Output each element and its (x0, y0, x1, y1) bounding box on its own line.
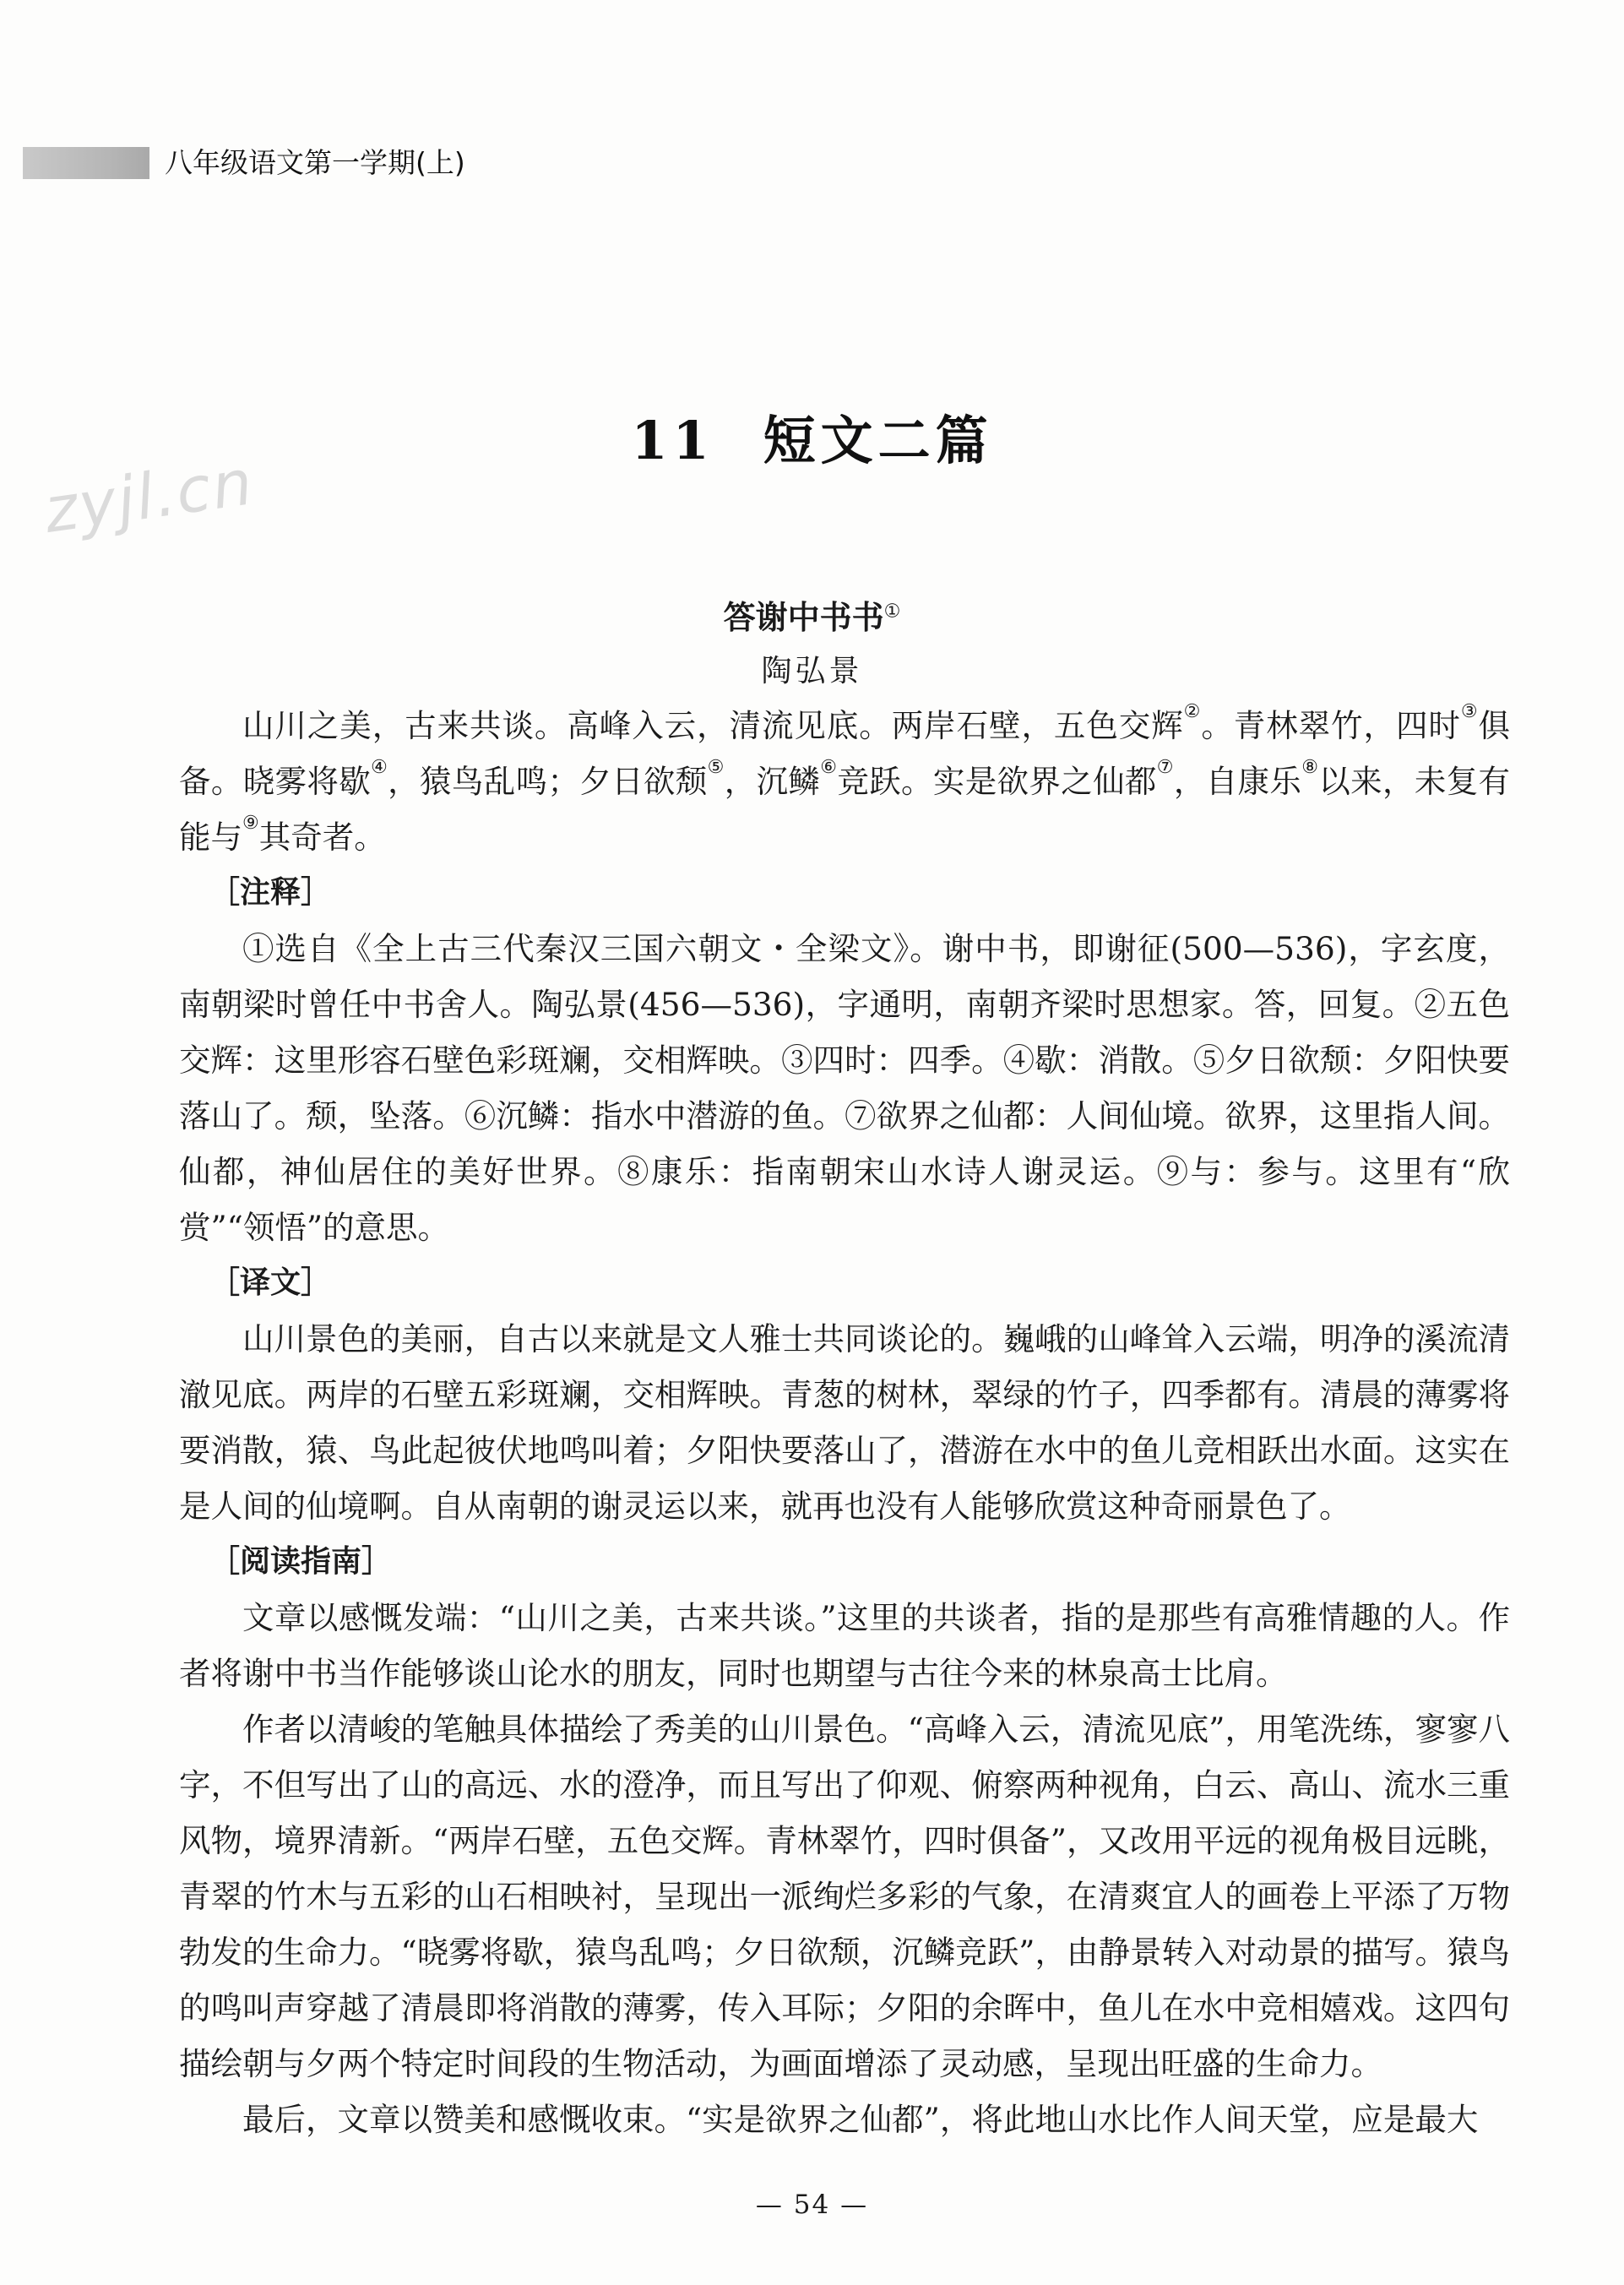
footnote-ref: ⑦ (1156, 757, 1174, 778)
essay-title-note: ① (883, 601, 901, 623)
lesson-number: 11 (631, 410, 714, 471)
notes-heading: ［注释］ (209, 875, 332, 910)
header-gray-bar (23, 147, 149, 179)
text-seg: 山川之美，古来共谈。高峰入云，清流见底。两岸石壁，五色交辉 (242, 707, 1184, 744)
page-number: — 54 — (755, 2190, 869, 2220)
text-seg: 以来，未复有能与 (179, 763, 1511, 856)
essay-title-text: 答谢中书书 (723, 599, 884, 636)
book-title: 八年级语文第一学期(上) (165, 146, 465, 179)
footnote-ref: ⑥ (820, 757, 838, 778)
text-seg: 其奇者。 (258, 819, 386, 856)
essay-author: 陶弘景 (761, 654, 863, 688)
footnote-ref: ⑤ (707, 757, 725, 778)
guide-paragraph: 最后，文章以赞美和感慨收束。“实是欲界之仙都”，将此地山水比作人间天堂，应是最大 (242, 2101, 1479, 2138)
guide-paragraph: 文章以感慨发端：“山川之美，古来共谈。”这里的共谈者，指的是那些有高雅情趣的人。作者将谢中书当作能够谈山论水的朋友，同时也期望与古往今来的林泉高士比肩。 (179, 1599, 1510, 1692)
text-seg: ，自康乐 (1173, 763, 1302, 800)
guide-heading: ［阅读指南］ (209, 1544, 393, 1579)
footnote-ref: ③ (1460, 701, 1479, 722)
text-seg: 竞跃。实是欲界之仙都 (837, 763, 1157, 800)
footnote-ref: ④ (371, 757, 388, 778)
translation-heading: ［译文］ (209, 1265, 332, 1300)
text-seg: ，猿鸟乱鸣；夕日欲颓 (388, 763, 708, 800)
notes-text: ①选自《全上古三代秦汉三国六朝文・全梁文》。谢中书，即谢征(500—536)，字玄度，南朝梁时曾任中书舍人。陶弘景(456—536)，字通明，南朝齐梁时思想家。答，回复。②五色交辉：这里形容石壁色彩斑斓，交相辉映。③四时：四季。④歇：消散。⑤夕日欲颓：夕阳快要落山了。颓，坠落。⑥沉鳞：指水中潜游的鱼。⑦欲界之仙都：人间仙境。欲界，这里指人间。仙都，神仙居住的美好世界。⑧康乐：指南朝宋山水诗人谢灵运。⑨与：参与。这里有“欣赏”“领悟”的意思。 (179, 930, 1510, 1246)
guide-paragraph: 作者以清峻的笔触具体描绘了秀美的山川景色。“高峰入云，清流见底”，用笔洗练，寥寥八字，不但写出了山的高远、水的澄净，而且写出了仰观、俯察两种视角，白云、高山、流水三重风物，境界清新。“两岸石壁，五色交辉。青林翠竹，四时俱备”，又改用平远的视角极目远眺，青翠的竹木与五彩的山石相映衬，呈现出一派绚烂多彩的气象，在清爽宜人的画卷上平添了万物勃发的生命力。“晓雾将歇，猿鸟乱鸣；夕日欲颓，沉鳞竞跃”，由静景转入对动景的描写。猿鸟的鸣叫声穿越了清晨即将消散的薄雾，传入耳际；夕阳的余晖中，鱼儿在水中竞相嬉戏。这四句描绘朝与夕两个特定时间段的生物活动，为画面增添了灵动感，呈现出旺盛的生命力。 (179, 1711, 1510, 2082)
footnote-ref: ⑨ (242, 813, 259, 834)
text-seg: 。青林翠竹，四时 (1201, 707, 1461, 744)
page-content (179, 698, 1510, 2147)
lesson-name: 短文二篇 (763, 410, 993, 471)
watermark: zyjl.cn (40, 446, 258, 547)
running-header (23, 142, 867, 186)
footnote-ref: ⑧ (1301, 757, 1319, 778)
essay-title (0, 591, 1624, 638)
translation-text: 山川景色的美丽，自古以来就是文人雅士共同谈论的。巍峨的山峰耸入云端，明净的溪流清澈见底。两岸的石壁五彩斑斓，交相辉映。青葱的树林，翠绿的竹子，四季都有。清晨的薄雾将要消散，猿、鸟此起彼伏地鸣叫着；夕阳快要落山了，潜游在水中的鱼儿竞相跃出水面。这实在是人间的仙境啊。自从南朝的谢灵运以来，就再也没有人能够欣赏这种奇丽景色了。 (179, 1320, 1510, 1525)
essay-body (179, 698, 1510, 865)
text-seg: ，沉鳞 (724, 763, 821, 800)
footnote-ref: ② (1183, 701, 1202, 722)
text-seg: 俱备。晓雾将歇 (179, 707, 1511, 800)
lesson-title (0, 399, 1624, 474)
